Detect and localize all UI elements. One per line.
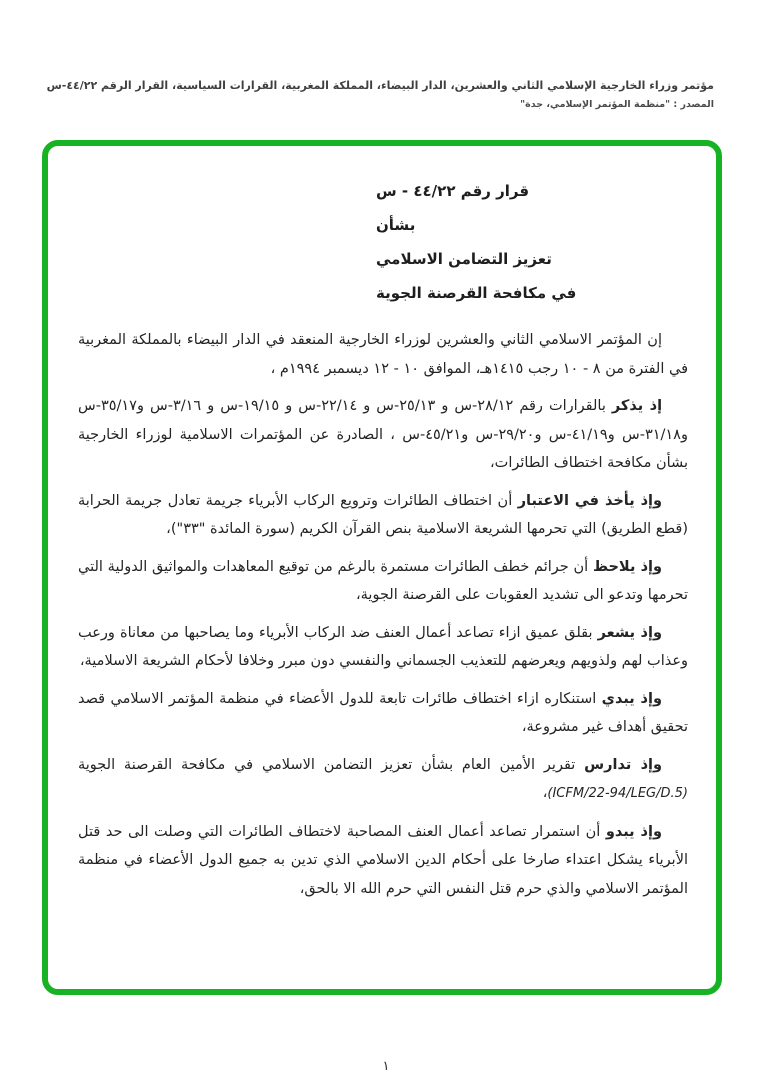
regarding-label: بشأن [376, 216, 416, 234]
preamble-term: وإذ تدارس [584, 756, 662, 773]
preamble-term: وإذ يشعر [597, 624, 662, 641]
resolution-subtitle: في مكافحة القرصنة الجوية [376, 284, 577, 302]
resolution-body [78, 326, 688, 903]
paragraph [78, 751, 688, 809]
paragraph-text: بالقرارات رقم ٢٨/١٢-س و ٢٥/١٣-س و ٢٢/١٤-س و ١٩/١٥-س و ٣/١٦-س و٣٥/١٧-س و٣١/١٨-س و٤١/١٩-س و٢٩/٢٠-س و٤٥/٢١-س ، الصادرة عن المؤتمرات الاسلامية لوزراء الخارجية بشأن مكافحة اختطاف الطائرات، [78, 398, 688, 471]
preamble-term: إذ يذكر [611, 398, 663, 414]
header-citation-block [40, 78, 714, 110]
paragraph [78, 326, 688, 383]
citation-line: مؤتمر وزراء الخارجية الإسلامي الثاني والعشرين، الدار البيضاء، المملكة المغربية، القرارات السياسية، القرار الرقم ٤٤/٢٢-س [46, 79, 714, 92]
paragraph [78, 553, 688, 610]
title-block [376, 174, 688, 310]
paragraph [78, 685, 688, 742]
paragraph-tail: ، [542, 785, 548, 801]
paragraph-text: أن اختطاف الطائرات وترويع الركاب الأبرياء جريمة تعادل جريمة الحرابة (قطع الطريق) التي تحرمها الشريعة الاسلامية بنص القرآن الكريم (سورة المائدة "٣٣")، [78, 492, 688, 537]
paragraph-text: إن المؤتمر الاسلامي الثاني والعشرين لوزراء الخارجية المنعقد في الدار البيضاء بالمملكة المغربية في الفترة من ٨ - ١٠ رجب ١٤١٥هـ، الموافق ١٠ - ١٢ ديسمبر ١٩٩٤م ، [78, 332, 688, 377]
paragraph-text: أن جرائم خطف الطائرات مستمرة بالرغم من توقيع المعاهدات والمواثيق الدولية التي تحرمها وتدعو الى تشديد العقوبات على القرصنة الجوية، [78, 558, 688, 603]
paragraph-text: استنكاره ازاء اختطاف طائرات تابعة للدول الأعضاء في منظمة المؤتمر الاسلامي قصد تحقيق أهداف غير مشروعة، [78, 690, 688, 735]
paragraph-text: تقرير الأمين العام بشأن تعزيز التضامن الاسلامي في مكافحة القرصنة الجوية [78, 756, 585, 773]
paragraph [78, 818, 688, 904]
preamble-term: وإذ يلاحظ [592, 558, 663, 575]
resolution-number: قرار رقم ٤٤/٢٢ - س [376, 182, 530, 200]
document-frame [42, 140, 722, 995]
document-reference-code: (ICFM/22-94/LEG/D.5) [547, 786, 688, 801]
paragraph [78, 392, 688, 478]
preamble-term: وإذ يبدي [601, 690, 662, 707]
paragraph [78, 619, 688, 676]
source-line: المصدر : "منظمة المؤتمر الإسلامي، جدة" [520, 99, 714, 110]
paragraph-text: أن استمرار تصاعد أعمال العنف المصاحبة لاختطاف الطائرات التي وصلت الى حد قتل الأبرياء يشكل اعتداء صارخا على أحكام الدين الاسلامي الذي تدين به جميع الدول الأعضاء في منظمة المؤتمر الاسلامي والذي حرم قتل النفس التي حرم الله الا بالحق، [78, 823, 688, 897]
preamble-term: وإذ يأخذ في الاعتبار [517, 492, 662, 509]
page-number: ١ [382, 1059, 390, 1074]
resolution-title: تعزيز التضامن الاسلامي [376, 250, 552, 268]
paragraph [78, 487, 688, 544]
paragraph-text: بقلق عميق ازاء تصاعد أعمال العنف ضد الركاب الأبرياء وما يصاحبها من معاناة ورعب وعذاب لهم ولذويهم ويعرضهم للتعذيب الجسماني والنفسي دون مبرر وخلافا لأحكام الشريعة الاسلامية، [78, 624, 688, 669]
preamble-term: وإذ يبدو [605, 823, 662, 840]
